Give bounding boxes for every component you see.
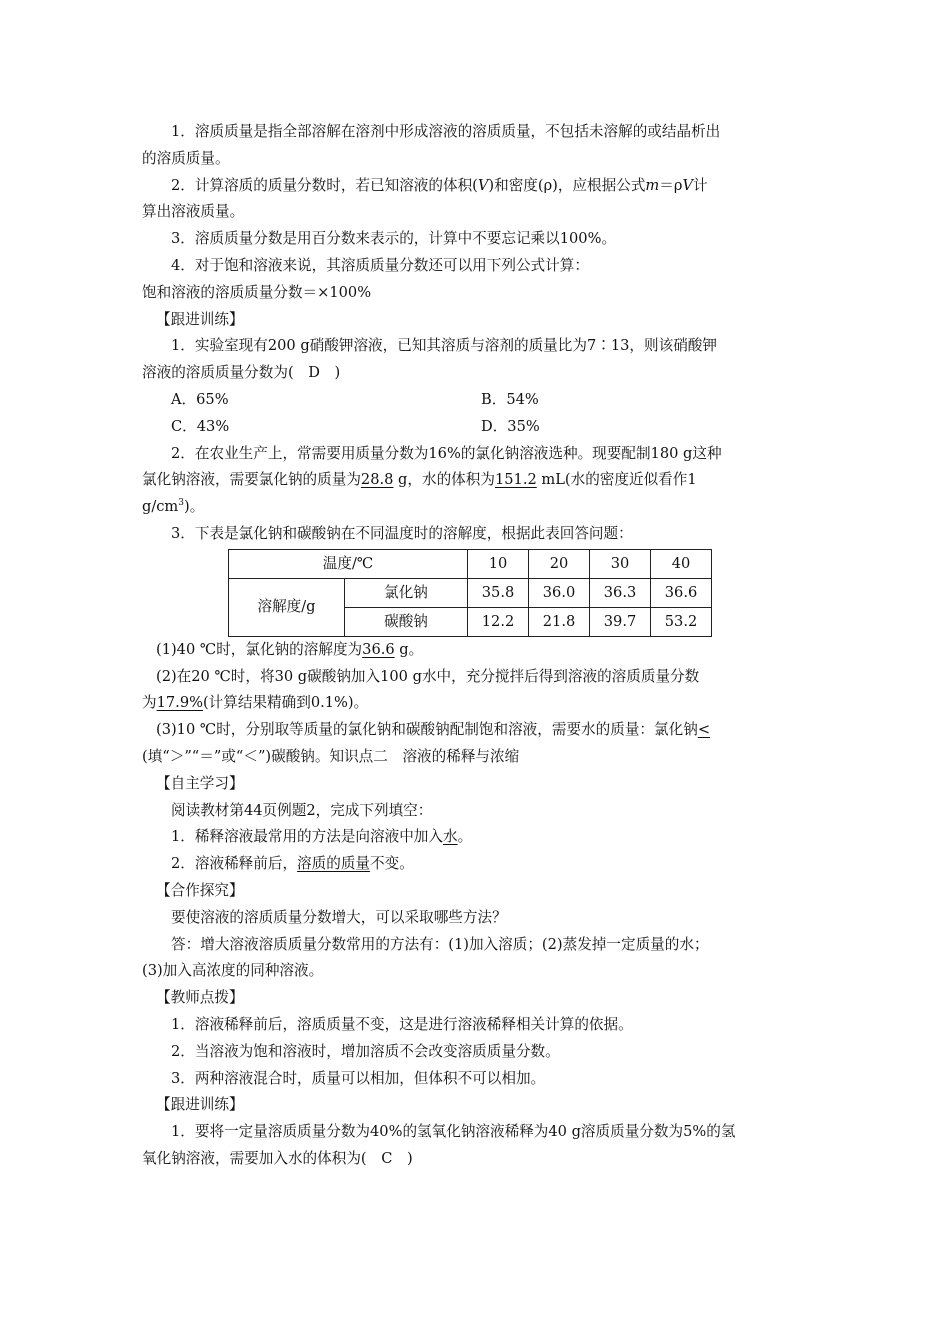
question-3-sub-2-cont	[142, 690, 812, 717]
tip-2-cont	[142, 199, 812, 226]
teacher-tip-1: 1．溶液稀释前后，溶质质量不变，这是进行溶液稀释相关计算的依据。	[171, 1015, 633, 1033]
cooperate-answer-cont: (3)加入高浓度的同种溶液。	[142, 962, 324, 980]
question-1-line1: 1．实验室现有200 g硝酸钾溶液，已知其溶质与溶剂的质量比为7∶13，则该硝酸钾	[171, 337, 717, 355]
question-3-sub-1	[142, 637, 812, 664]
section-heading-followup-2: 【跟进训练】	[156, 1096, 244, 1114]
sub-2-end: (计算结果精确到0.1%)。	[202, 694, 369, 712]
sub-2-line1: (2)在20 ℃时，将30 g碳酸钠加入100 g水中，充分搅拌后得到溶液的溶质质量分数	[156, 667, 700, 685]
answer-solubility: 36.6	[362, 640, 395, 658]
self-2-end: 不变。	[370, 855, 414, 873]
question-2-text-c: mL(水的密度近似看作1	[536, 471, 697, 489]
question-4-cont: 氧化钠溶液，需要加入水的体积为( C )	[142, 1149, 413, 1167]
question-3-sub-2	[142, 664, 812, 691]
tip-4	[142, 253, 812, 280]
table-row	[229, 578, 712, 607]
table-cell: 36.6	[651, 578, 712, 607]
tip-2-eq: ＝ρ	[659, 176, 683, 194]
answer-comparison: <	[697, 721, 711, 739]
teacher-tip-3: 3．两种溶液混合时，质量可以相加，但体积不可以相加。	[171, 1069, 546, 1087]
tip-5-text: 饱和溶液的溶质质量分数＝×100%	[142, 283, 372, 301]
question-2-sup: 3	[178, 498, 185, 509]
option-a: A．65%	[171, 390, 229, 408]
sub-1-end: g。	[394, 640, 424, 658]
question-2-unit: g/cm	[142, 498, 179, 516]
options-row-2	[142, 414, 812, 441]
self-study-1	[142, 824, 812, 851]
section-heading-teacher: 【教师点拨】	[156, 989, 244, 1007]
question-3-sub-3	[142, 717, 812, 744]
table-header-cell: 10	[468, 549, 529, 578]
question-1-line2: 溶液的溶质质量分数为( D )	[142, 364, 341, 382]
tip-3	[142, 226, 812, 253]
question-2-cont-2	[142, 494, 812, 521]
table-header-cell: 30	[590, 549, 651, 578]
table-cell-substance: 碳酸钠	[345, 607, 468, 636]
tip-2-pre: 2．计算溶质的质量分数时，若已知溶液的体积(	[171, 176, 478, 194]
tip-2-v2: V	[682, 176, 693, 194]
tip-1-cont	[142, 146, 812, 173]
question-2-text-a: 氯化钠溶液，需要氯化钠的质量为	[142, 471, 361, 489]
tip-3-text: 3．溶质质量分数是用百分数来表示的，计算中不要忘记乘以100%。	[171, 230, 617, 248]
sub-2-pre: 为	[142, 694, 157, 712]
question-4: 1．要将一定量溶质质量分数为40%的氢氧化钠溶液稀释为40 g溶质质量分数为5%的氢	[171, 1123, 736, 1141]
sub-1-text: (1)40 ℃时，氯化钠的溶解度为	[156, 640, 363, 658]
tip-2-line2: 算出溶液质量。	[142, 203, 245, 221]
tip-2-v: V	[477, 176, 489, 194]
self-2-text: 2．溶液稀释前后，	[171, 855, 298, 873]
self-1-end: 。	[457, 828, 473, 846]
table-cell: 36.3	[590, 578, 651, 607]
tip-2-m: m	[645, 176, 660, 194]
question-1	[142, 333, 812, 360]
answer-solute-mass: 溶质的质量	[297, 855, 371, 873]
tip-2-mid: )和密度(ρ)，应根据公式	[488, 176, 646, 194]
table-cell-substance: 氯化钠	[345, 578, 468, 607]
teacher-tip-2: 2．当溶液为饱和溶液时，增加溶质不会改变溶质质量分数。	[171, 1042, 560, 1060]
cooperate-question: 要使溶液的溶质质量分数增大，可以采取哪些方法？	[171, 908, 507, 926]
answer-water: 水	[442, 828, 458, 846]
tip-2-post: 计	[693, 176, 708, 194]
question-3	[142, 521, 812, 548]
cooperate-answer: 答：增大溶液溶质质量分数常用的方法有：(1)加入溶质；(2)蒸发掉一定质量的水；	[171, 935, 709, 953]
answer-water-volume: 151.2	[494, 471, 537, 489]
table-header-cell: 20	[529, 549, 590, 578]
option-c: C．43%	[171, 417, 230, 435]
table-cell: 21.8	[529, 607, 590, 636]
section-heading-cooperate: 【合作探究】	[156, 881, 244, 899]
question-2-text-b: g，水的体积为	[393, 471, 495, 489]
tip-1	[142, 119, 812, 146]
question-1-cont	[142, 360, 812, 387]
question-2-line1: 2．在农业生产上，常需要用质量分数为16%的氯化钠溶液选种。现要配制180 g这种	[171, 444, 722, 462]
table-row-label: 溶解度/g	[229, 578, 345, 636]
section-heading-self-study: 【自主学习】	[156, 774, 244, 792]
option-d: D．35%	[481, 417, 540, 435]
table-cell: 35.8	[468, 578, 529, 607]
tip-2	[142, 173, 812, 200]
question-2	[142, 441, 812, 468]
document-content	[142, 119, 812, 1173]
tip-5	[142, 280, 812, 307]
self-study-2	[142, 851, 812, 878]
option-b: B．54%	[481, 390, 539, 408]
question-2-cont	[142, 467, 812, 494]
table-row	[229, 549, 712, 578]
section-heading-followup-1: 【跟进训练】	[156, 310, 244, 328]
answer-nacl-mass: 28.8	[360, 471, 394, 489]
table-header-cell: 40	[651, 549, 712, 578]
table-cell: 36.0	[529, 578, 590, 607]
question-3-sub-3-cont	[142, 744, 812, 771]
table-cell: 39.7	[590, 607, 651, 636]
self-1-text: 1．稀释溶液最常用的方法是向溶液中加入	[171, 828, 443, 846]
tip-1-line1: 1．溶质质量是指全部溶解在溶剂中形成溶液的溶质质量，不包括未溶解的或结晶析出	[171, 123, 721, 140]
question-3-intro: 3．下表是氯化钠和碳酸钠在不同温度时的溶解度，根据此表回答问题：	[171, 524, 633, 542]
options-row-1	[142, 387, 812, 414]
tip-1-line2: 的溶质质量。	[142, 149, 230, 167]
table-cell: 12.2	[468, 607, 529, 636]
question-2-end: )。	[184, 498, 205, 516]
solubility-table	[228, 549, 712, 637]
answer-mass-fraction: 17.9%	[156, 694, 203, 712]
sub-3-line2: (填“＞”“＝”或“＜”)碳酸钠。知识点二 溶液的稀释与浓缩	[142, 747, 520, 765]
table-header-temp: 温度/℃	[229, 549, 468, 578]
sub-3-line1: (3)10 ℃时，分别取等质量的氯化钠和碳酸钠配制饱和溶液，需要水的质量：氯化钠	[156, 721, 698, 739]
tip-4-text: 4．对于饱和溶液来说，其溶质质量分数还可以用下列公式计算：	[171, 256, 589, 274]
table-cell: 53.2	[651, 607, 712, 636]
self-study-intro: 阅读教材第44页例题2，完成下列填空：	[171, 801, 433, 819]
